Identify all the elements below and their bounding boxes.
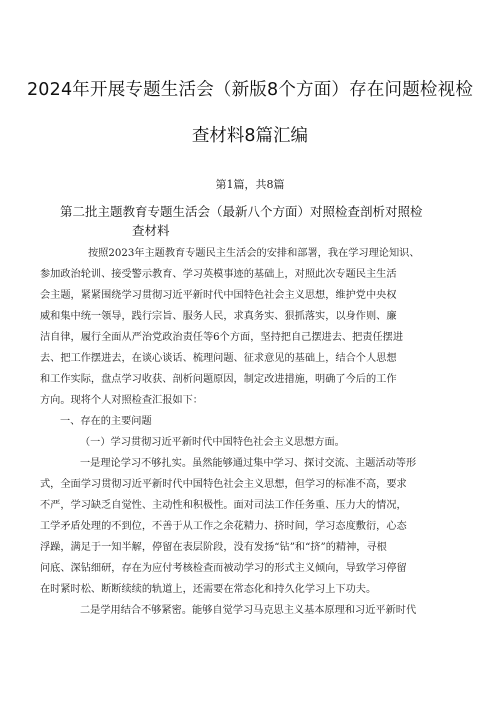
- article-body: [40, 243, 470, 621]
- section-heading: [40, 411, 470, 432]
- article-title-line1: 第二批主题教育专题生活会（最新八个方面）对照检查剖析对照检: [60, 204, 423, 219]
- body-line: 和工作实际，盘点学习收获、剖析问题原因，制定改进措施，明确了今后的工作: [40, 374, 397, 385]
- subsection-heading: [40, 432, 470, 453]
- article-title-line2: 查材料: [132, 223, 170, 238]
- body-line: 在时紧时松、断断续续的轨道上，还需要在常态化和持久化学习上下功夫。: [40, 584, 377, 595]
- body-line: 参加政治轮训、接受警示教育、学习英模事迹的基础上，对照此次专题民主生活: [40, 269, 397, 280]
- body-line: 方向。现将个人对照检查汇报如下：: [40, 395, 203, 406]
- body-line: 按照2023年主题教育专题民主生活会的安排和部署，我在学习理论知识、: [88, 248, 420, 259]
- body-line: 二是学用结合不够紧密。能够自觉学习马克思主义基本原理和习近平新时代: [80, 605, 417, 616]
- body-line: 式，全面学习贯彻习近平新时代中国特色社会主义思想，但学习的标准不高，要求: [40, 479, 407, 490]
- point-two-paragraph: [40, 600, 470, 621]
- article-title: [60, 202, 460, 240]
- document-title-line2: 查材料8篇汇编: [191, 126, 309, 146]
- body-line: 工学矛盾处理的不到位，不善于从工作之余花精力、挤时间，学习态度敷衍，心态: [40, 521, 407, 532]
- body-line: 不严，学习缺乏自觉性、主动性和积极性。面对司法工作任务重、压力大的情况，: [40, 500, 407, 511]
- section-heading-text: 一、存在的主要问题: [60, 416, 152, 427]
- point-one-paragraph: [40, 453, 470, 600]
- document-title-line1: 2024年开展专题生活会（新版8个方面）存在问题检视检: [26, 80, 474, 100]
- body-line: 会主题，紧紧围绕学习贯彻习近平新时代中国特色社会主义思想，维护党中央权: [40, 290, 397, 301]
- intro-paragraph: [40, 243, 470, 411]
- subsection-heading-text: （一）学习贯彻习近平新时代中国特色社会主义思想方面。: [80, 437, 345, 448]
- body-line: 一是理论学习不够扎实。虽然能够通过集中学习、探讨交流、主题活动等形: [80, 458, 417, 469]
- body-line: 威和集中统一领导，践行宗旨、服务人民，求真务实、狠抓落实，以身作则、廉: [40, 311, 397, 322]
- body-line: 浮躁，满足于一知半解，停留在表层阶段，没有发扬“钻”和“挤”的精神，寻根: [40, 542, 387, 553]
- body-line: 问底、深钻细研，存在为应付考核检查而被动学习的形式主义倾向，导致学习停留: [40, 563, 407, 574]
- body-line: 洁自律，履行全面从严治党政治责任等6个方面，坚持把自己摆进去、把责任摆进: [40, 332, 404, 343]
- page-counter: 第1篇，共8篇: [215, 178, 285, 191]
- body-line: 去、把工作摆进去，在谈心谈话、梳理问题、征求意见的基础上，结合个人思想: [40, 353, 397, 364]
